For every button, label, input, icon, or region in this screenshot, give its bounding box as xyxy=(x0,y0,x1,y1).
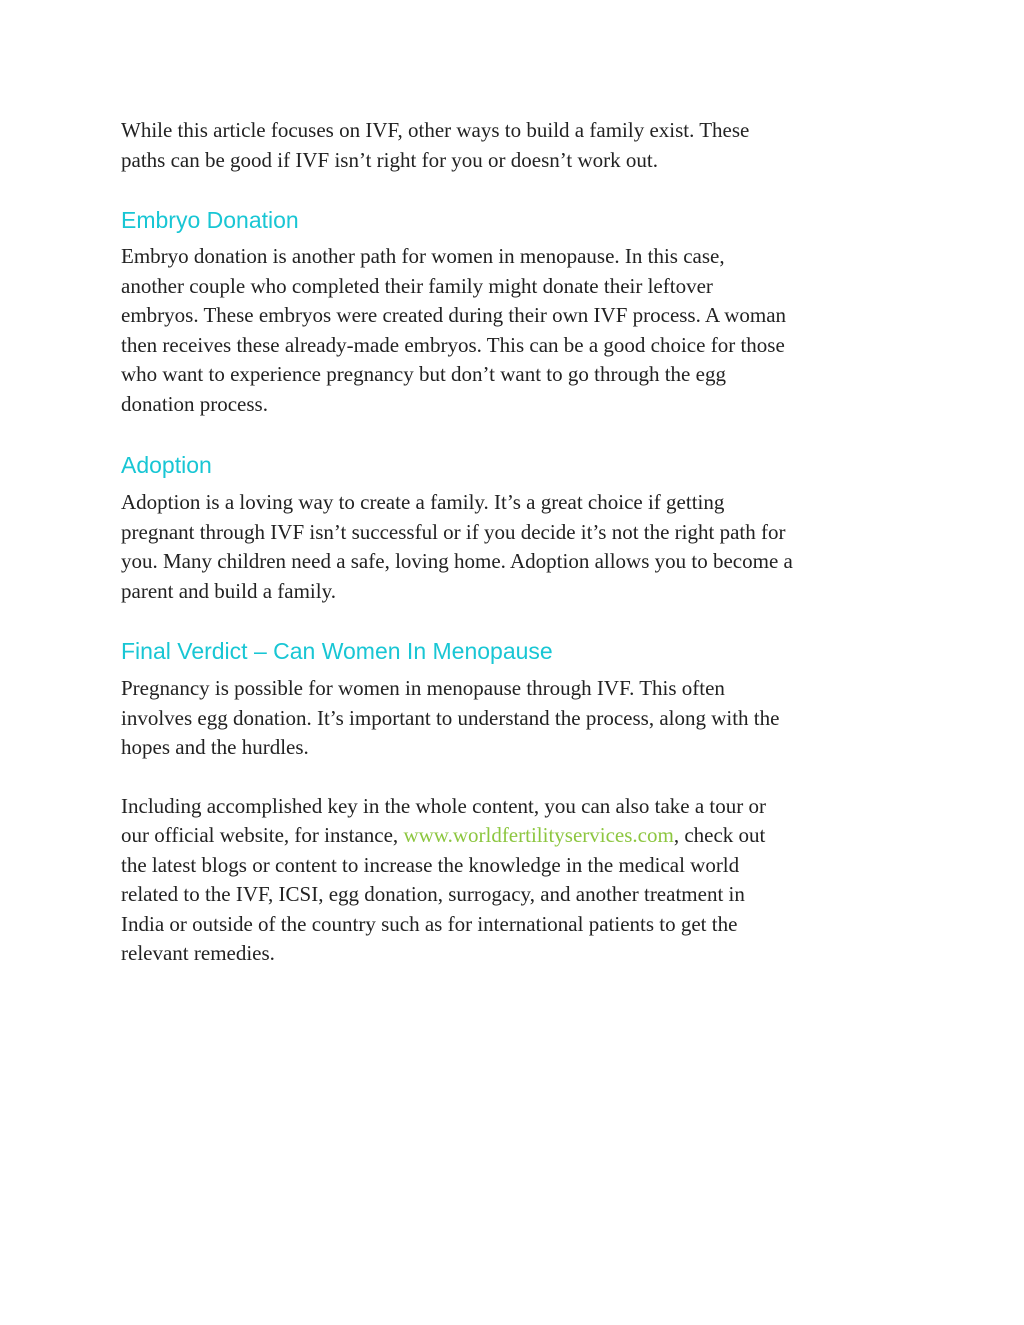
document-page xyxy=(121,116,911,969)
closing-text-after-link: , check out the latest blogs or content to increase the knowledge in the medical world related to the IVF, ICSI, egg donation, surrogacy, and another treatment in India or outside of the country such as for international patients to get the relevant remedies. xyxy=(121,823,766,965)
adoption-paragraph: Adoption is a loving way to create a family. It’s a great choice if getting pregnant through IVF isn’t successful or if you decide it’s not the right path for you. Many children need a safe, loving home. Adoption allows you to become a parent and build a family. xyxy=(121,490,793,603)
final-verdict-paragraph: Pregnancy is possible for women in menopause through IVF. This often involves egg donation. It’s important to understand the process, along with the hopes and the hurdles. xyxy=(121,676,780,759)
embryo-donation-paragraph: Embryo donation is another path for women in menopause. In this case, another couple who completed their family might donate their leftover embryos. These embryos were created during their own IVF process. A woman then receives these already-made embryos. This can be a good choice for those who want to experience pregnancy but don’t want to go through the egg donation process. xyxy=(121,244,787,416)
heading-embryo-donation: Embryo Donation xyxy=(121,207,299,233)
intro-paragraph: While this article focuses on IVF, other ways to build a family exist. These paths can be good if IVF isn’t right for you or doesn’t work out. xyxy=(121,118,750,172)
heading-final-verdict: Final Verdict – Can Women In Menopause xyxy=(121,638,553,664)
closing-text-before-link: Including accomplished key in the whole content, you can also take a tour or our official website, for instance, xyxy=(121,793,766,847)
closing-paragraph xyxy=(121,792,911,969)
heading-adoption: Adoption xyxy=(121,452,212,478)
website-link[interactable]: www.worldfertilityservices.com xyxy=(403,823,674,847)
